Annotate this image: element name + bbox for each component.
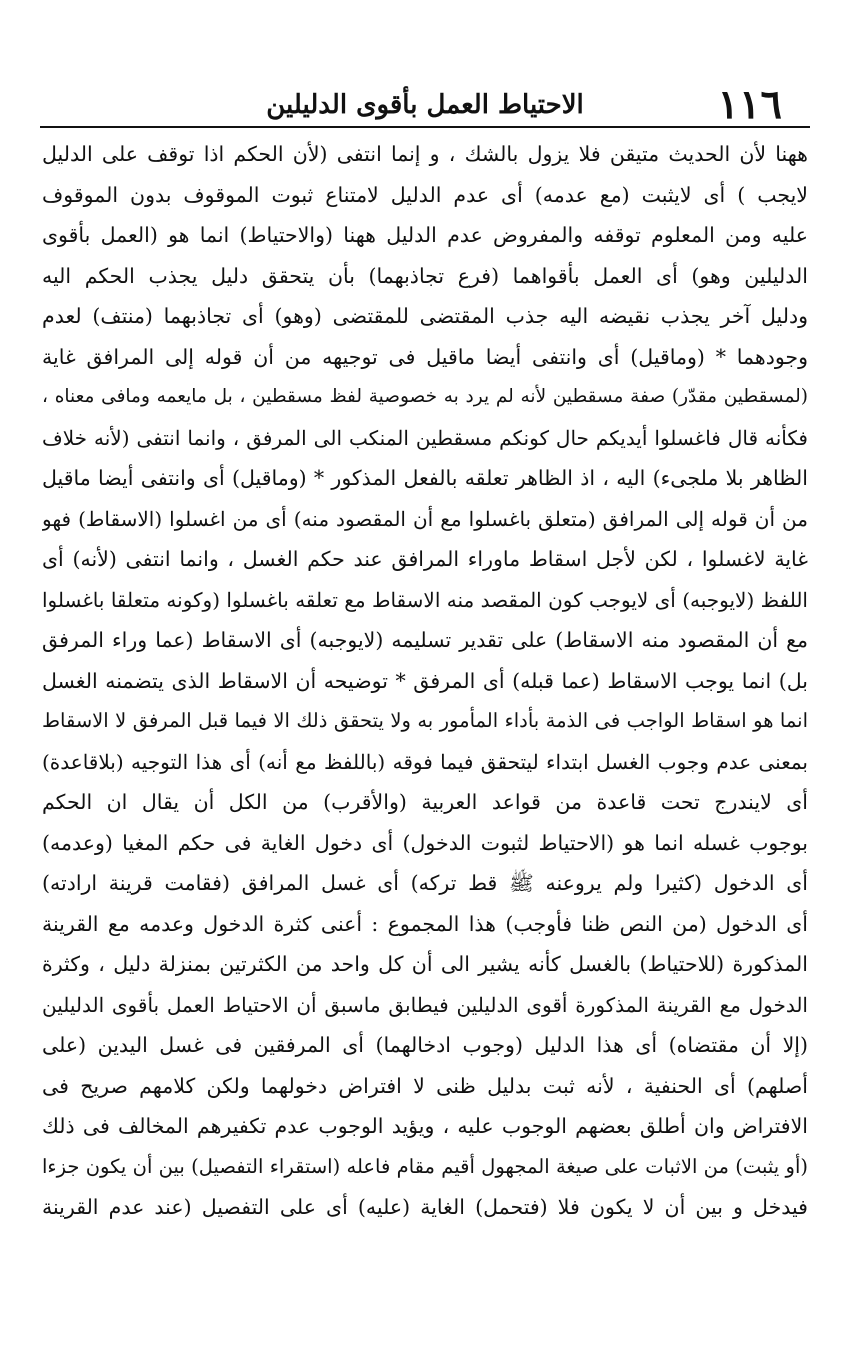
text-line: بوجوب غسله انما هو (الاحتياط لثبوت الدخول) أى دخول الغاية فى حكم المغيا (وعدمه) (42, 830, 808, 855)
text-line: اللفظ (لايوجبه) أى لايوجب كون المقصد منه الاسقاط مع تعلقه باغسلوا (وكونه متعلقا باغسلوا (42, 587, 808, 612)
text-line: بل) انما يوجب الاسقاط (عما قبله) أى المرفق * توضيحه أن الاسقاط الذى يتضمنه الغسل (42, 668, 808, 693)
text-line: المذكورة (للاحتياط) بالغسل كأنه يشير الى أن كل واحد من الكثرتين بمنزلة دليل ، وكثرة (42, 952, 808, 976)
text-line: (لمسقطين مقدّر) صفة مسقطين لأنه لم يرد به خصوصية لفظ مسقطين ، بل مايعمه ومافى معناه ، (42, 386, 808, 407)
header-rule (40, 126, 810, 128)
text-line: الظاهر بلا ملجىء) اليه ، اذ الظاهر تعلقه بالفعل المذكور * (وماقيل) أى وانتفى أيضا ماقيل (42, 466, 808, 490)
text-line: أى الدخول (كثيرا ولم يروعنه ﷺ قط تركه) أى غسل المرافق (فقامت قرينة ارادته) (42, 871, 808, 895)
text-line: بمعنى عدم وجوب الغسل ابتداء ليتحقق فيما فوقه (باللفظ مع أنه) أى هذا التوجيه (بلاقاعدة) (42, 749, 808, 774)
running-title: الاحتياط العمل بأقوى الدليلين (266, 90, 584, 120)
page-header (40, 82, 810, 128)
text-line: غاية لاغسلوا ، لكن لأجل اسقاط ماوراء المرافق عند حكم الغسل ، وانما انتفى (لأنه) أى (42, 547, 808, 571)
text-line: لايجب ) أى لايثبت (مع عدمه) أى عدم الدليل لامتناع ثبوت الموقوف بدون الموقوف (42, 182, 808, 207)
text-line: مع أن المقصود منه الاسقاط) على تقدير تسليمه (لايوجبه) أى الاسقاط (عما وراء المرفق (42, 628, 808, 652)
text-line: ودليل آخر يجذب نقيضه اليه جذب المقتضى للمقتضى (وهو) أى تجاذبهما (منتف) لعدم (42, 304, 808, 328)
text-line: فكأنه قال فاغسلوا أيديكم حال كونكم مسقطين المنكب الى المرفق ، وانما انتفى (لأنه خلاف (42, 425, 808, 450)
text-line: انما هو اسقاط الواجب فى الذمة بأداء المأمور به ولا يتحقق ذلك الا فيما قبل المرفق لا الاسقاط (42, 709, 808, 732)
text-line: أصلهم) أى الحنفية ، لأنه ثبت بدليل ظنى لا افتراض دخولهما ولكن كلامهم صريح فى (42, 1073, 808, 1098)
text-line: ههنا لأن الحديث متيقن فلا يزول بالشك ، و إنما انتفى (لأن الحكم اذا توقف على الدليل (42, 142, 808, 166)
text-line: الدخول مع القرينة المذكورة أقوى الدليلين فيطابق ماسبق أن الاحتياط العمل بأقوى الدليلين (42, 992, 808, 1017)
text-line: (أو يثبت) من الاثبات على صيغة المجهول أقيم مقام فاعله (استقراء التفصيل) بين أن يكون جزءا (42, 1154, 808, 1178)
text-line: أى الدخول (من النص ظنا فأوجب) هذا المجموع : أعنى كثرة الدخول وعدمه مع القرينة (42, 911, 808, 936)
text-line: الافتراض وان أطلق بعضهم الوجوب عليه ، ويؤيد الوجوب عدم تكفيرهم المخالف فى ذلك (42, 1114, 808, 1138)
text-line: أى لايندرج تحت قاعدة من قواعد العربية (والأقرب) من الكل أن يقال ان الحكم (42, 790, 808, 814)
body-text (42, 134, 808, 1228)
text-line: من أن قوله إلى المرافق (متعلق باغسلوا مع أن المقصود منه) أى من اغسلوا (الاسقاط) فهو (42, 506, 808, 531)
text-line: عليه ومن المعلوم توقفه والمفروض عدم الدليل ههنا (والاحتياط) انما هو (العمل بأقوى (42, 223, 808, 247)
text-line: الدليلين وهو) أى العمل بأقواهما (فرع تجاذبهما) بأن يتحقق دليل يجذب الحكم اليه (42, 263, 808, 288)
text-line: فيدخل و بين أن لا يكون فلا (فتحمل) الغاية (عليه) أى على التفصيل (عند عدم القرينة (42, 1195, 808, 1219)
text-line: (إلا أن مقتضاه) أى هذا الدليل (وجوب ادخالهما) أى المرفقين فى غسل اليدين (على (42, 1033, 808, 1057)
page-number: ١١٦ (717, 81, 782, 128)
text-line: وجودهما * (وماقيل) أى وانتفى أيضا ماقيل فى توجيهه من أن قوله إلى المرافق غاية (42, 344, 808, 369)
